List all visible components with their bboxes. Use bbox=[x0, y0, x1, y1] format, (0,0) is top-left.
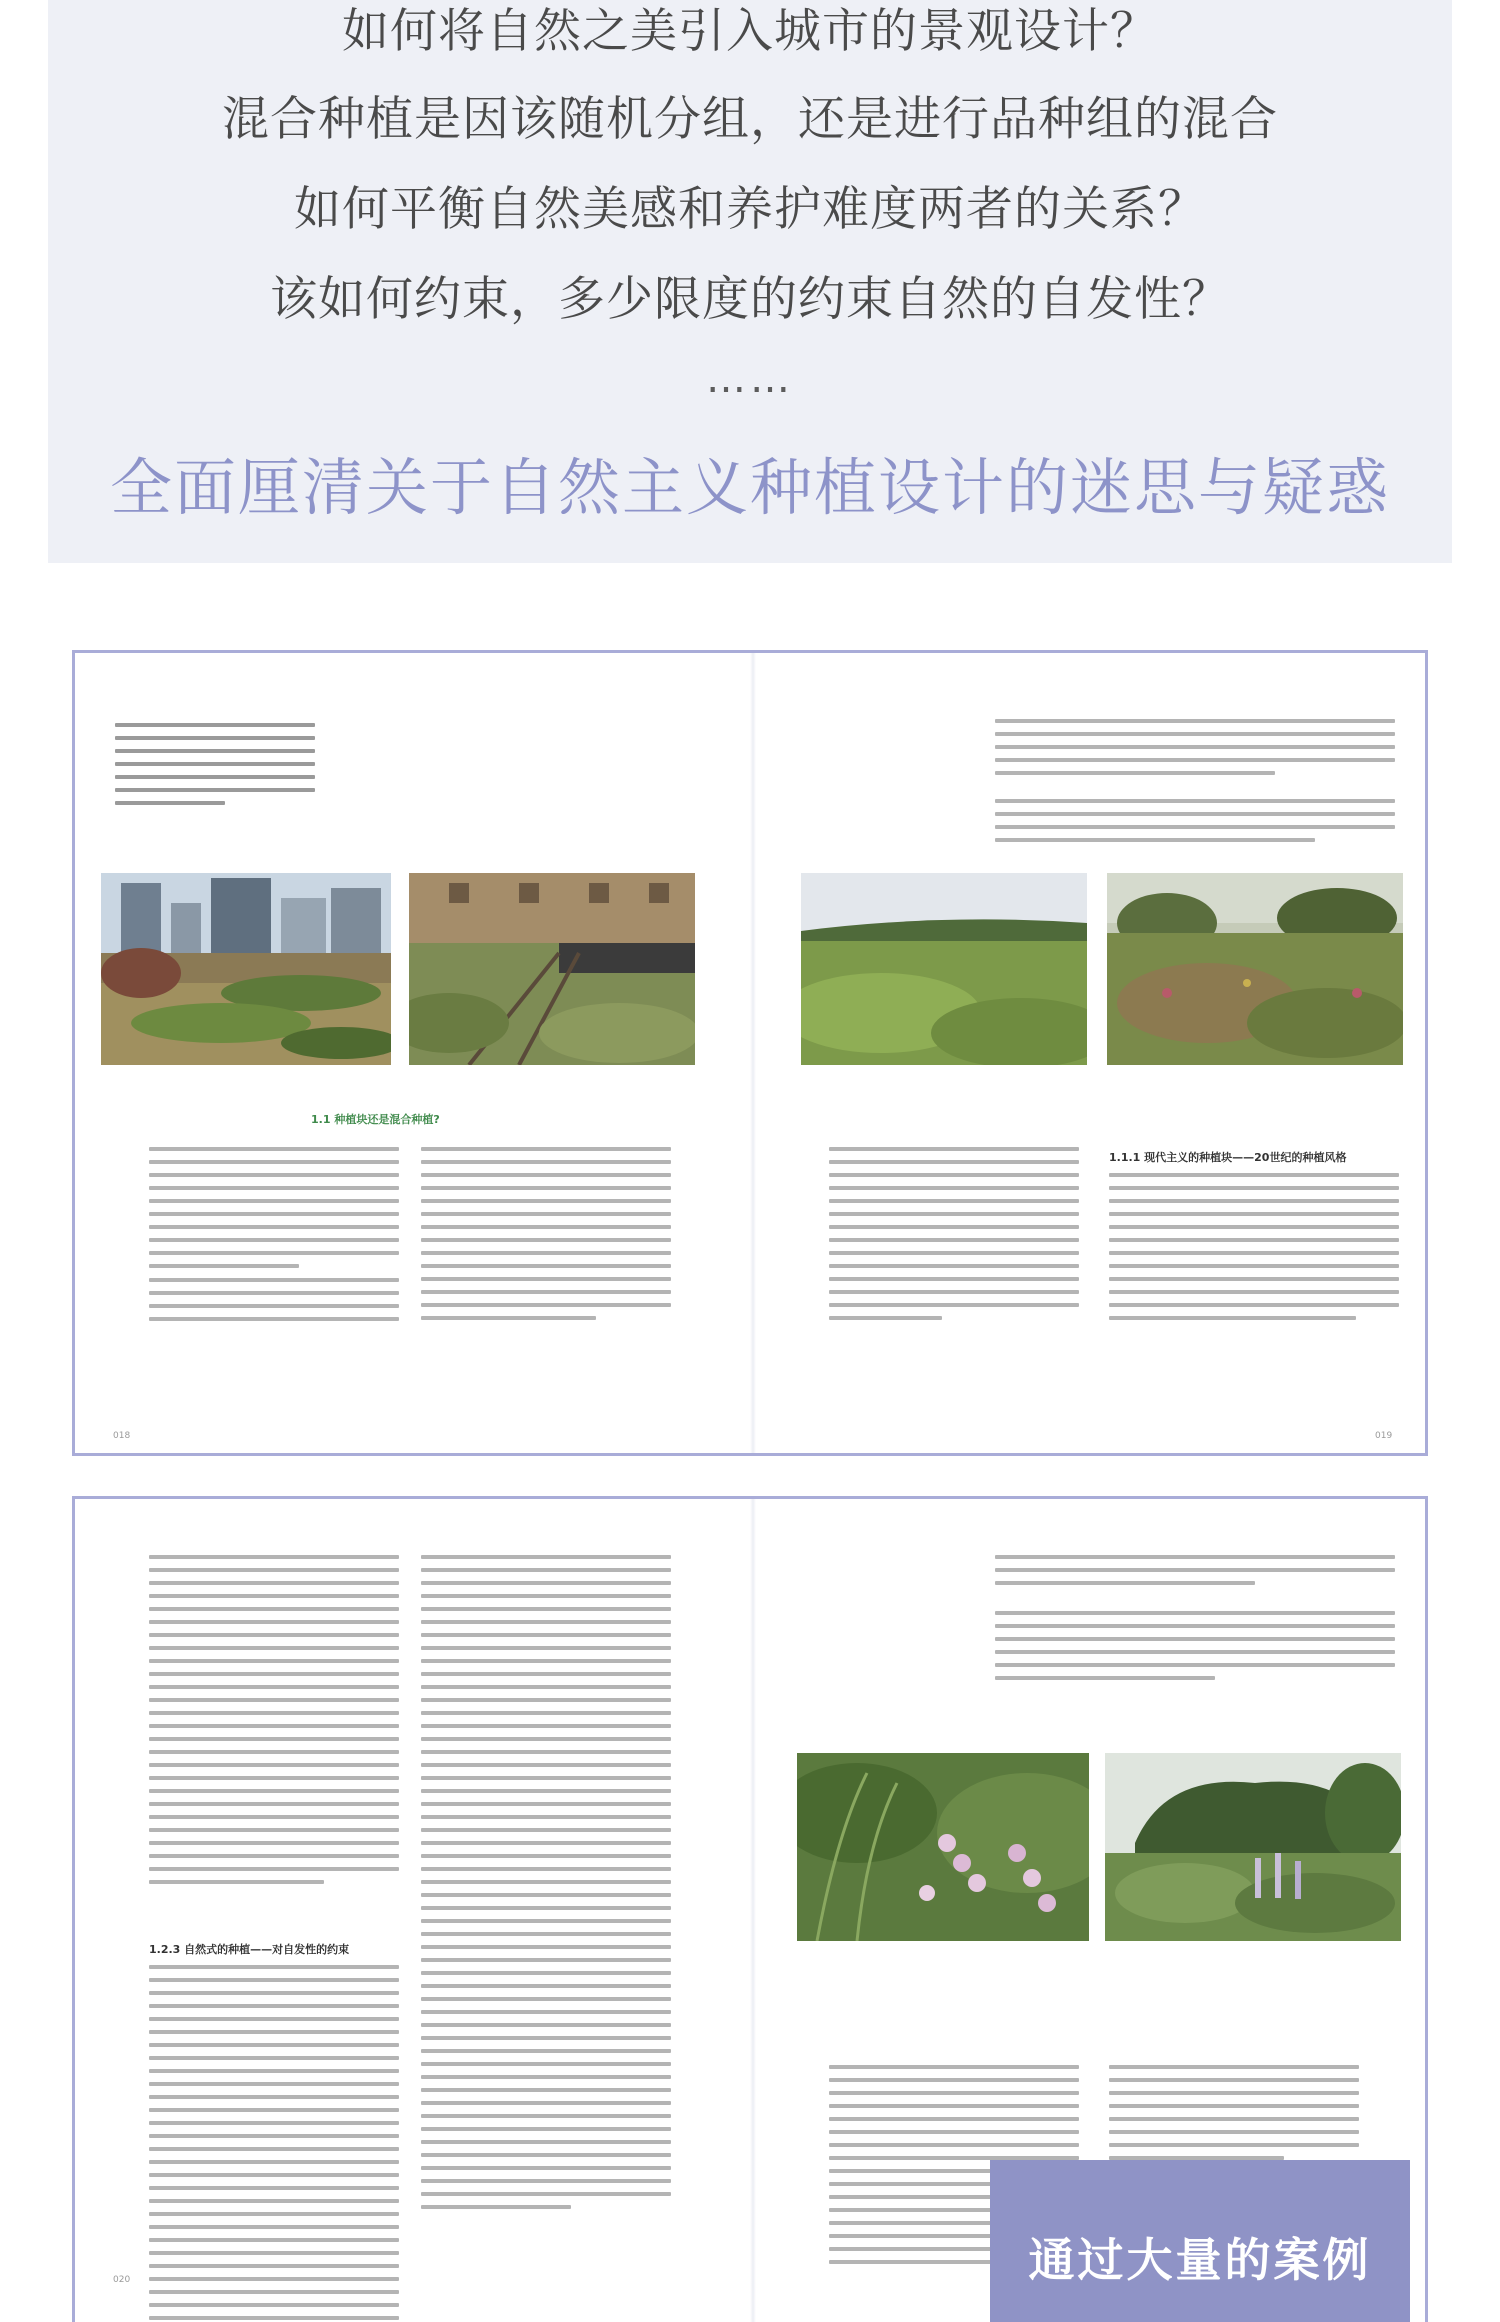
spine-gutter-2 bbox=[750, 1499, 756, 2322]
intro-paragraph bbox=[115, 723, 315, 814]
highline-photo-1 bbox=[101, 873, 391, 1065]
caption-paragraph bbox=[995, 719, 1395, 784]
page-number-left: 018 bbox=[113, 1431, 131, 1441]
body-column-9 bbox=[1109, 2065, 1359, 2169]
body-column-7 bbox=[421, 1555, 671, 2218]
spine-gutter bbox=[750, 653, 756, 1453]
ellipsis: …… bbox=[706, 356, 794, 402]
highline-photo-2 bbox=[409, 873, 695, 1065]
section-title: 1.1 种植块还是混合种植? bbox=[311, 1113, 440, 1126]
meadow-photo-1 bbox=[801, 873, 1087, 1065]
question-3: 如何平衡自然美感和养护难度两者的关系？ bbox=[294, 182, 1206, 237]
body-column-5 bbox=[149, 1555, 399, 1893]
caption-paragraph-2 bbox=[995, 799, 1395, 851]
garden-border-photo bbox=[1105, 1753, 1401, 1941]
page-number-left-2: 020 bbox=[113, 2275, 131, 2285]
caption-paragraph-4 bbox=[995, 1611, 1395, 1689]
body-column-3 bbox=[829, 1147, 1079, 1329]
caption-paragraph-3 bbox=[995, 1555, 1395, 1594]
question-1: 如何将自然之美引入城市的景观设计？ bbox=[342, 4, 1158, 59]
intro-panel bbox=[48, 0, 1452, 563]
question-4: 该如何约束，多少限度的约束自然的自发性？ bbox=[270, 272, 1230, 327]
body-column-2 bbox=[421, 1147, 671, 1329]
headline: 全面厘清关于自然主义种植设计的迷思与疑惑 bbox=[109, 451, 1390, 524]
subsection-title: 1.1.1 现代主义的种植块——20世纪的种植风格 bbox=[1109, 1151, 1347, 1164]
body-column-1 bbox=[149, 1147, 399, 1330]
body-column-4 bbox=[1109, 1173, 1399, 1329]
callout-text: 通过大量的案例 bbox=[1028, 2233, 1372, 2287]
book-spread-1 bbox=[72, 650, 1428, 1456]
question-2: 混合种植是因该随机分组，还是进行品种组的混合 bbox=[222, 92, 1278, 147]
meadow-photo-2 bbox=[1107, 873, 1403, 1065]
foxglove-photo bbox=[797, 1753, 1089, 1941]
page-number-right: 019 bbox=[1375, 1431, 1393, 1441]
body-column-6 bbox=[149, 1965, 399, 2322]
case-study-callout bbox=[990, 2160, 1410, 2322]
subsection-title-2: 1.2.3 自然式的种植——对自发性的约束 bbox=[149, 1943, 350, 1956]
